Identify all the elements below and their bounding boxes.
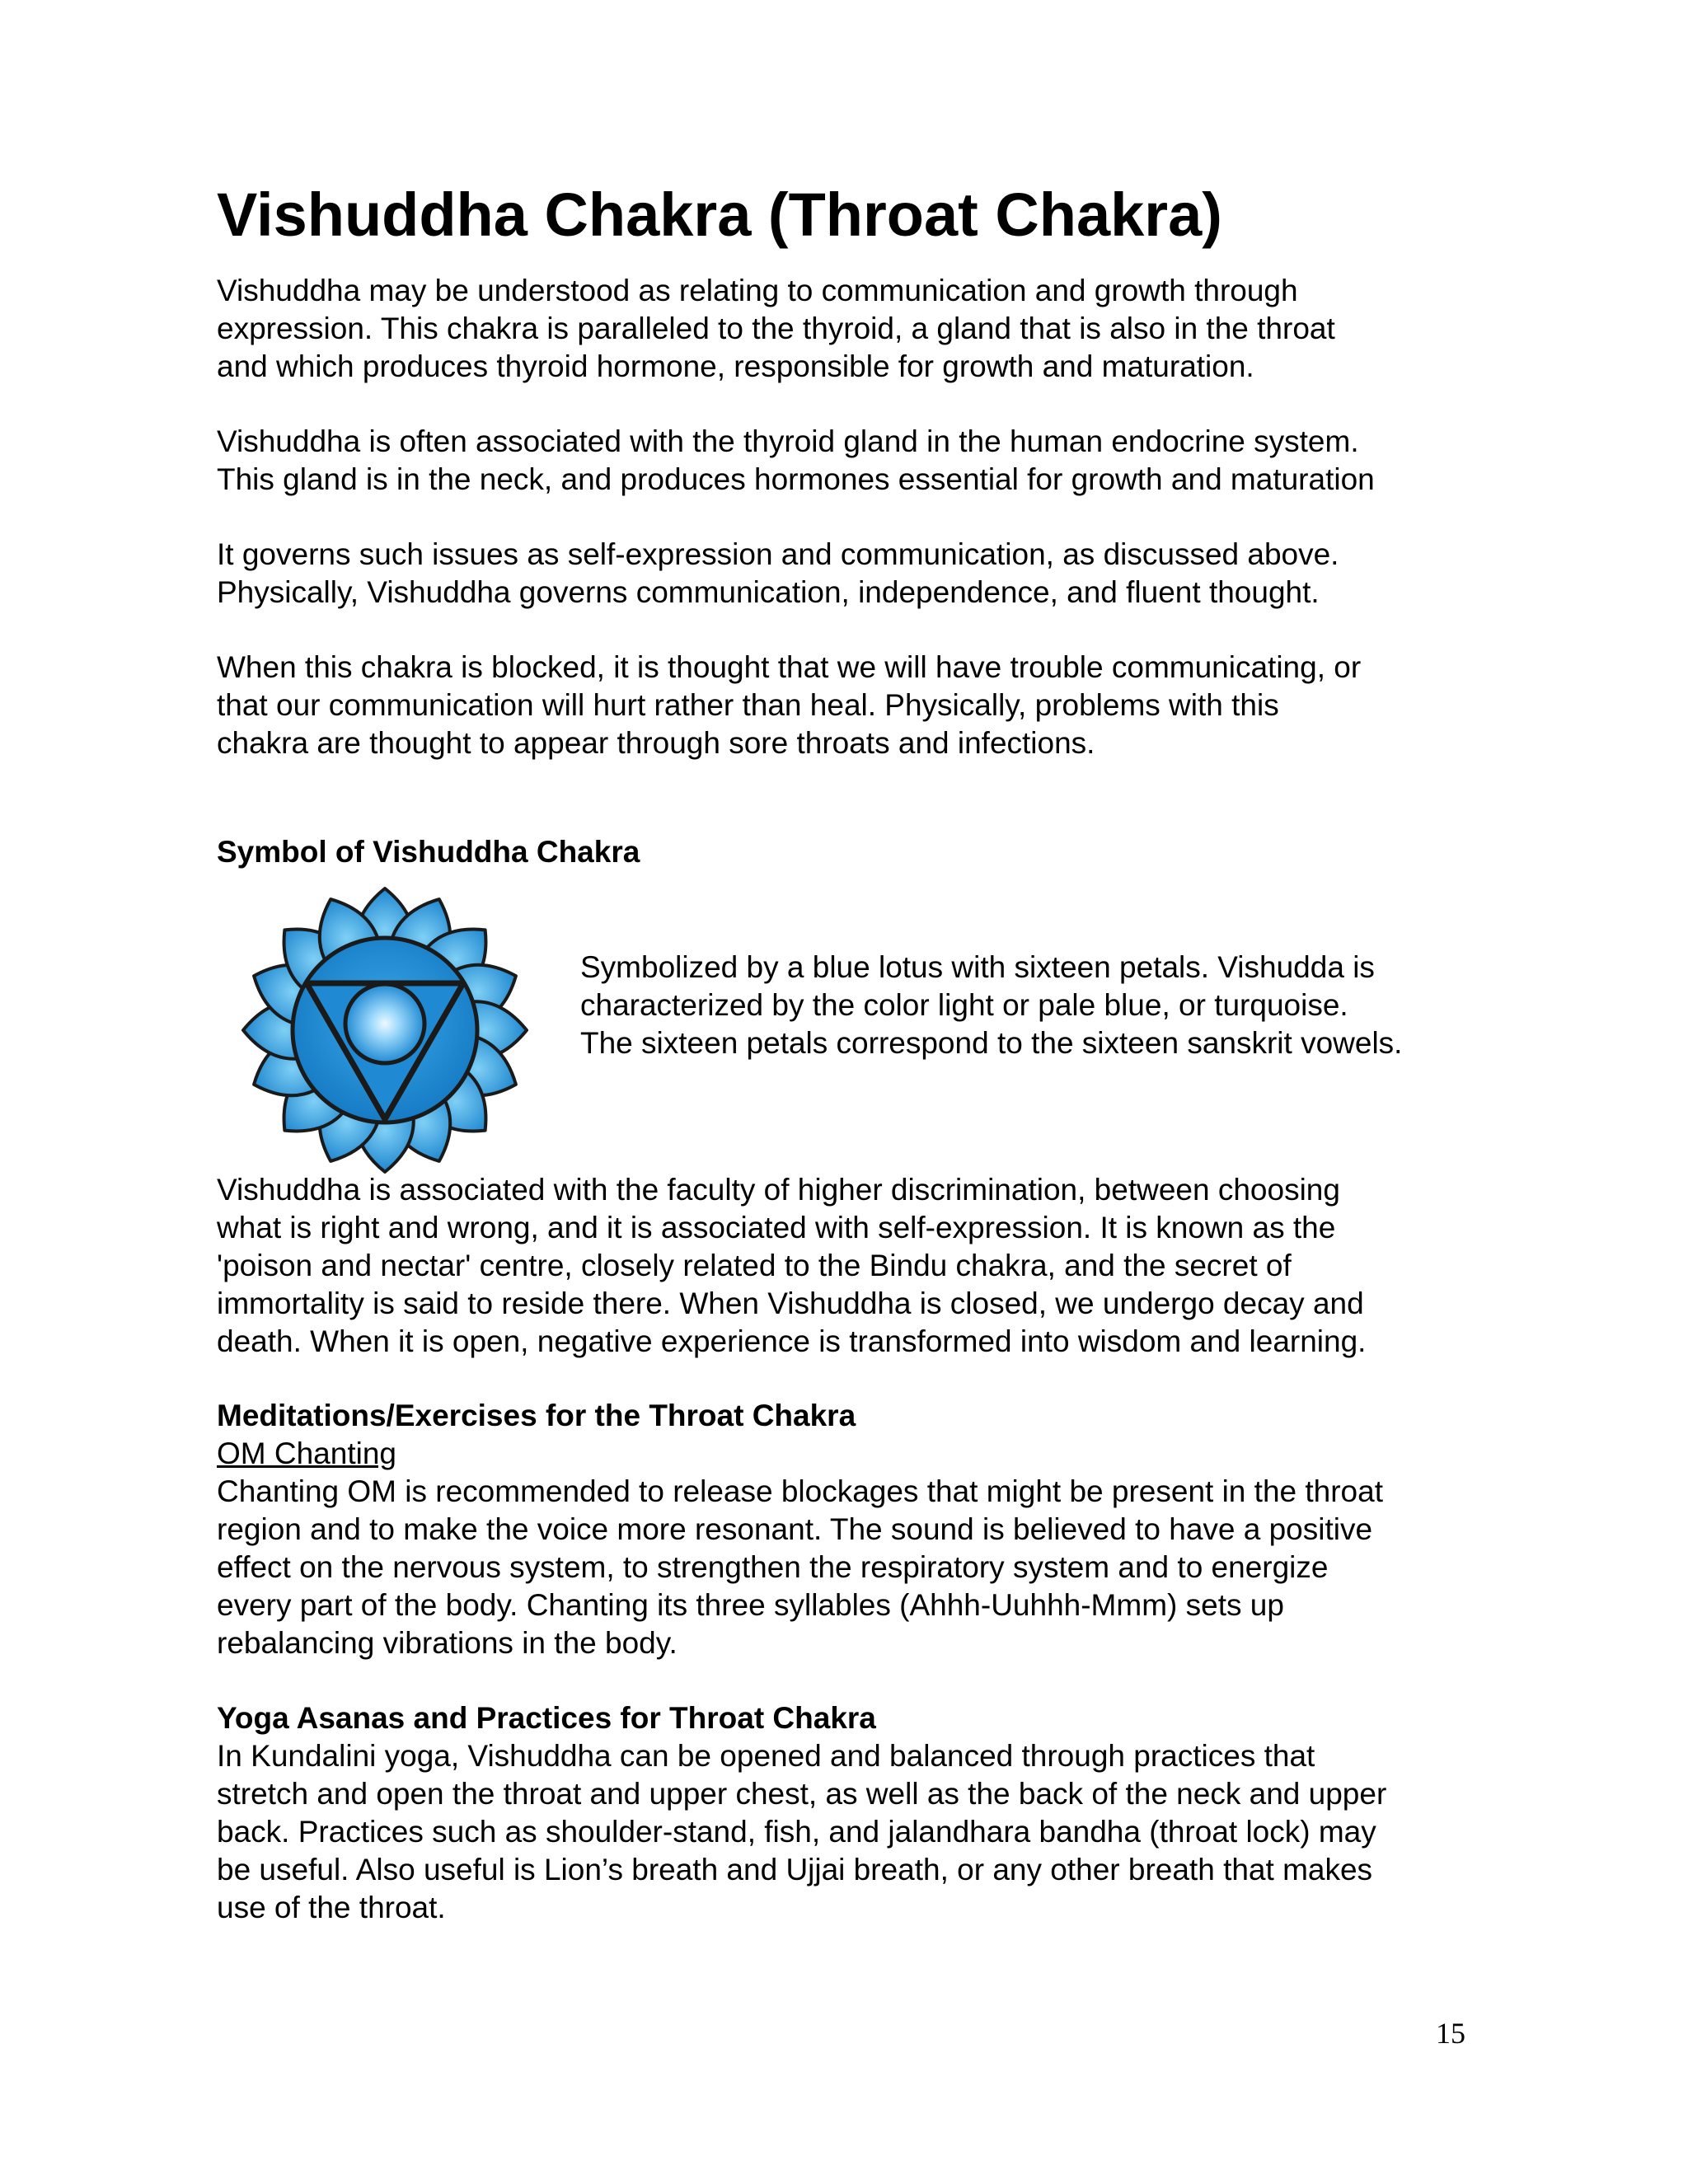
text-line: When this chakra is blocked, it is thought that we will have trouble communicating, or (217, 650, 1362, 684)
text-line: Vishuddha may be understood as relating to communication and growth through (217, 274, 1298, 307)
intro-paragraph-2 (217, 423, 1503, 499)
discrimination-paragraph (217, 1171, 1503, 1361)
text-line: 'poison and nectar' centre, closely related to the Bindu chakra, and the secret of (217, 1249, 1292, 1282)
intro-paragraph-1 (217, 272, 1503, 386)
intro-paragraph-3 (217, 536, 1503, 612)
text-line: death. When it is open, negative experience is transformed into wisdom and learning. (217, 1324, 1367, 1358)
text-line: Vishuddha is associated with the faculty of higher discrimination, between choosing (217, 1173, 1340, 1207)
meditations-section (217, 1397, 1503, 1662)
text-line: be useful. Also useful is Lion’s breath and Ujjai breath, or any other breath that makes (217, 1853, 1373, 1886)
symbol-heading: Symbol of Vishuddha Chakra (217, 835, 640, 869)
text-line: effect on the nervous system, to strengthen the respiratory system and to energize (217, 1550, 1329, 1584)
text-line: This gland is in the neck, and produces hormones essential for growth and maturation (217, 462, 1375, 496)
text-line: In Kundalini yoga, Vishuddha can be opened and balanced through practices that (217, 1739, 1315, 1773)
text-line: rebalancing vibrations in the body. (217, 1626, 678, 1660)
symbol-description (580, 949, 1520, 1062)
lotus-symbol (241, 886, 529, 1174)
text-line: Physically, Vishuddha governs communication, independence, and fluent thought. (217, 575, 1320, 609)
page-number: 15 (1436, 2017, 1465, 2050)
text-line: stretch and open the throat and upper chest, as well as the back of the neck and upper (217, 1777, 1387, 1811)
yoga-heading: Yoga Asanas and Practices for Throat Chakra (217, 1701, 876, 1735)
text-line: use of the throat. (217, 1891, 446, 1924)
text-line: that our communication will hurt rather than heal. Physically, problems with this (217, 688, 1279, 722)
intro-paragraph-4 (217, 649, 1503, 762)
text-line: and which produces thyroid hormone, responsible for growth and maturation. (217, 349, 1254, 383)
text-line: back. Practices such as shoulder-stand, fish, and jalandhara bandha (throat lock) may (217, 1815, 1376, 1849)
text-line: every part of the body. Chanting its three syllables (Ahhh-Uuhhh-Mmm) sets up (217, 1588, 1284, 1622)
text-line: expression. This chakra is paralleled to the thyroid, a gland that is also in the throat (217, 312, 1335, 345)
text-line: The sixteen petals correspond to the sixteen sanskrit vowels. (580, 1026, 1403, 1060)
text-line: Vishuddha is often associated with the thyroid gland in the human endocrine system. (217, 424, 1359, 458)
lotus-center (345, 984, 424, 1063)
yoga-section (217, 1699, 1503, 1927)
page-title: Vishuddha Chakra (Throat Chakra) (217, 180, 1222, 249)
text-line: It governs such issues as self-expression and communication, as discussed above. (217, 537, 1339, 571)
om-chanting-subheading: OM Chanting (217, 1436, 396, 1470)
text-line: characterized by the color light or pale blue, or turquoise. (580, 988, 1348, 1022)
text-line: what is right and wrong, and it is associated with self-expression. It is known as the (217, 1211, 1336, 1244)
text-line: region and to make the voice more resonant. The sound is believed to have a positive (217, 1512, 1373, 1546)
text-line: Chanting OM is recommended to release blockages that might be present in the throat (217, 1474, 1383, 1508)
text-line: chakra are thought to appear through sore throats and infections. (217, 726, 1095, 760)
meditations-heading: Meditations/Exercises for the Throat Chakra (217, 1399, 856, 1432)
text-line: Symbolized by a blue lotus with sixteen petals. Vishudda is (580, 950, 1375, 984)
text-line: immortality is said to reside there. When Vishuddha is closed, we undergo decay and (217, 1286, 1364, 1320)
